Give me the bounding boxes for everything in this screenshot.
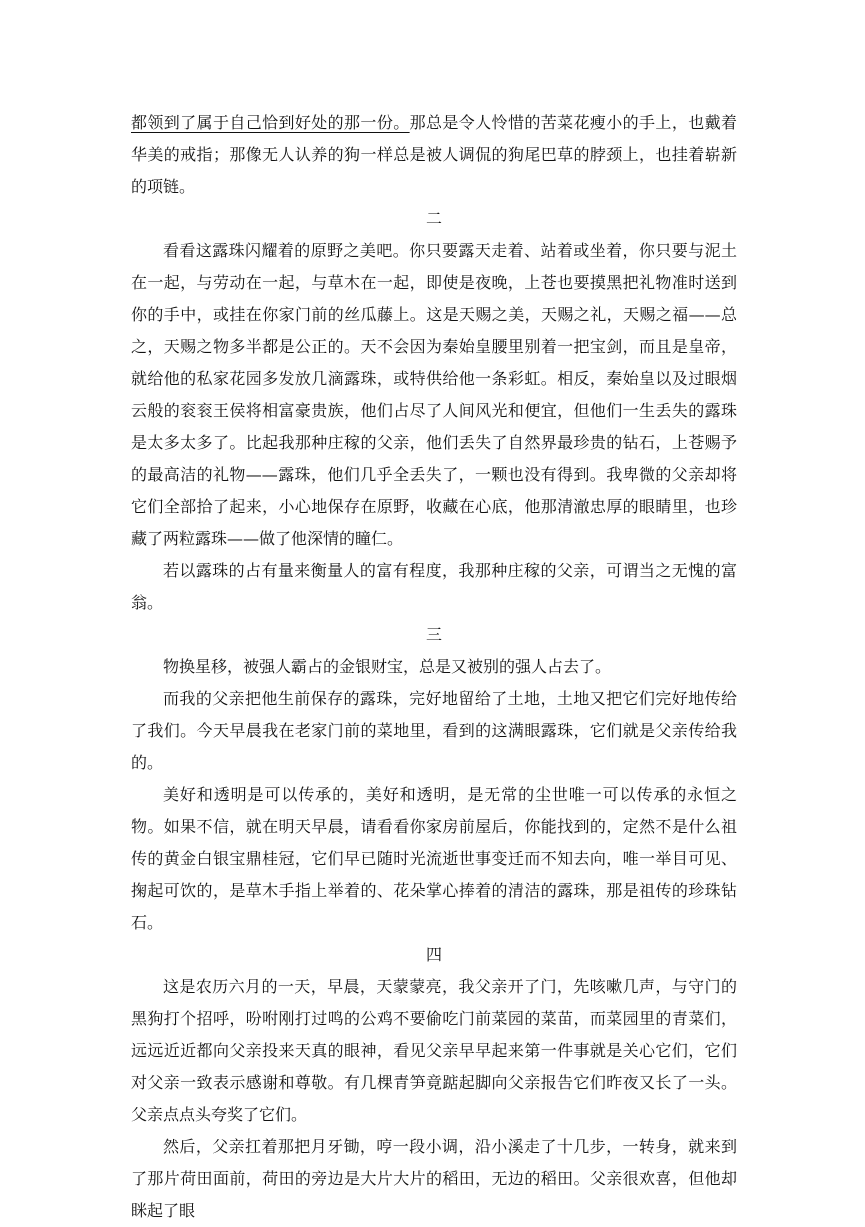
- paragraph: 看看这露珠闪耀着的原野之美吧。你只要露天走着、站着或坐着，你只要与泥土在一起，与劳动在一起，与草木在一起，即使是夜晚，上苍也要摸黑把礼物准时送到你的手中，或挂在你家门前的丝瓜藤上。这是天赐之美，天赐之礼，天赐之福——总之，天赐之物多半都是公正的。天不会因为秦始皇腰里别着一把宝剑，而且是皇帝，就给他的私家花园多发放几滴露珠，或特供给他一条彩虹。相反，秦始皇以及过眼烟云般的衮衮王侯将相富豪贵族，他们占尽了人间风光和便宜，但他们一生丢失的露珠是太多太多了。比起我那种庄稼的父亲，他们丢失了自然界最珍贵的钻石，上苍赐予的最高洁的礼物——露珠，他们几乎全丢失了，一颗也没有得到。我卑微的父亲却将它们全部拾了起来，小心地保存在原野，收藏在心底，他那清澈忠厚的眼睛里，也珍藏了两粒露珠——做了他深情的瞳仁。: [131, 241, 737, 548]
- paragraph: 而我的父亲把他生前保存的露珠，完好地留给了土地，土地又把它们完好地传给了我们。今天早晨我在老家门前的菜地里，看到的这满眼露珠，它们就是父亲传给我的。: [131, 689, 737, 772]
- section-heading-4: 四: [425, 945, 442, 964]
- section-heading-3: 三: [425, 625, 442, 644]
- paragraph-text: 那总是令人怜惜的苦菜花瘦小的手上，也戴着华美的戒指；那像无人认养的狗一样总是被人调侃的狗尾巴草的脖颈上，也挂着崭新的项链。: [131, 113, 737, 196]
- paragraph: 若以露珠的占有量来衡量人的富有程度，我那种庄稼的父亲，可谓当之无愧的富翁。: [131, 561, 737, 612]
- paragraph: 然后，父亲扛着那把月牙锄，哼一段小调，沿小溪走了十几步，一转身，就来到了那片荷田面前，荷田的旁边是大片大片的稻田，无边的稻田。父亲很欢喜，但他却眯起了眼: [131, 1137, 737, 1220]
- article-body: [131, 107, 737, 1227]
- paragraph: 这是农历六月的一天，早晨，天蒙蒙亮，我父亲开了门，先咳嗽几声，与守门的黑狗打个招呼，吩咐刚打过鸣的公鸡不要偷吃门前菜园的菜苗，而菜园里的青菜们，远远近近都向父亲投来天真的眼神，看见父亲早早起来第一件事就是关心它们，它们对父亲一致表示感谢和尊敬。有几棵青笋竟踮起脚向父亲报告它们昨夜又长了一头。父亲点点头夸奖了它们。: [131, 977, 737, 1124]
- paragraph: 美好和透明是可以传承的，美好和透明，是无常的尘世唯一可以传承的永恒之物。如果不信，就在明天早晨，请看看你家房前屋后，你能找到的，定然不是什么祖传的黄金白银宝鼎桂冠，它们早已随时光流逝世事变迁而不知去向，唯一举目可见、掬起可饮的，是草木手指上举着的、花朵掌心捧着的清洁的露珠，那是祖传的珍珠钻石。: [131, 785, 737, 932]
- paragraph: 物换星移，被强人霸占的金银财宝，总是又被别的强人占去了。: [163, 657, 612, 676]
- section-heading-2: 二: [425, 209, 442, 228]
- underlined-sentence: 都领到了属于自己恰到好处的那一份。: [131, 113, 410, 132]
- paragraph-continued: [131, 107, 737, 203]
